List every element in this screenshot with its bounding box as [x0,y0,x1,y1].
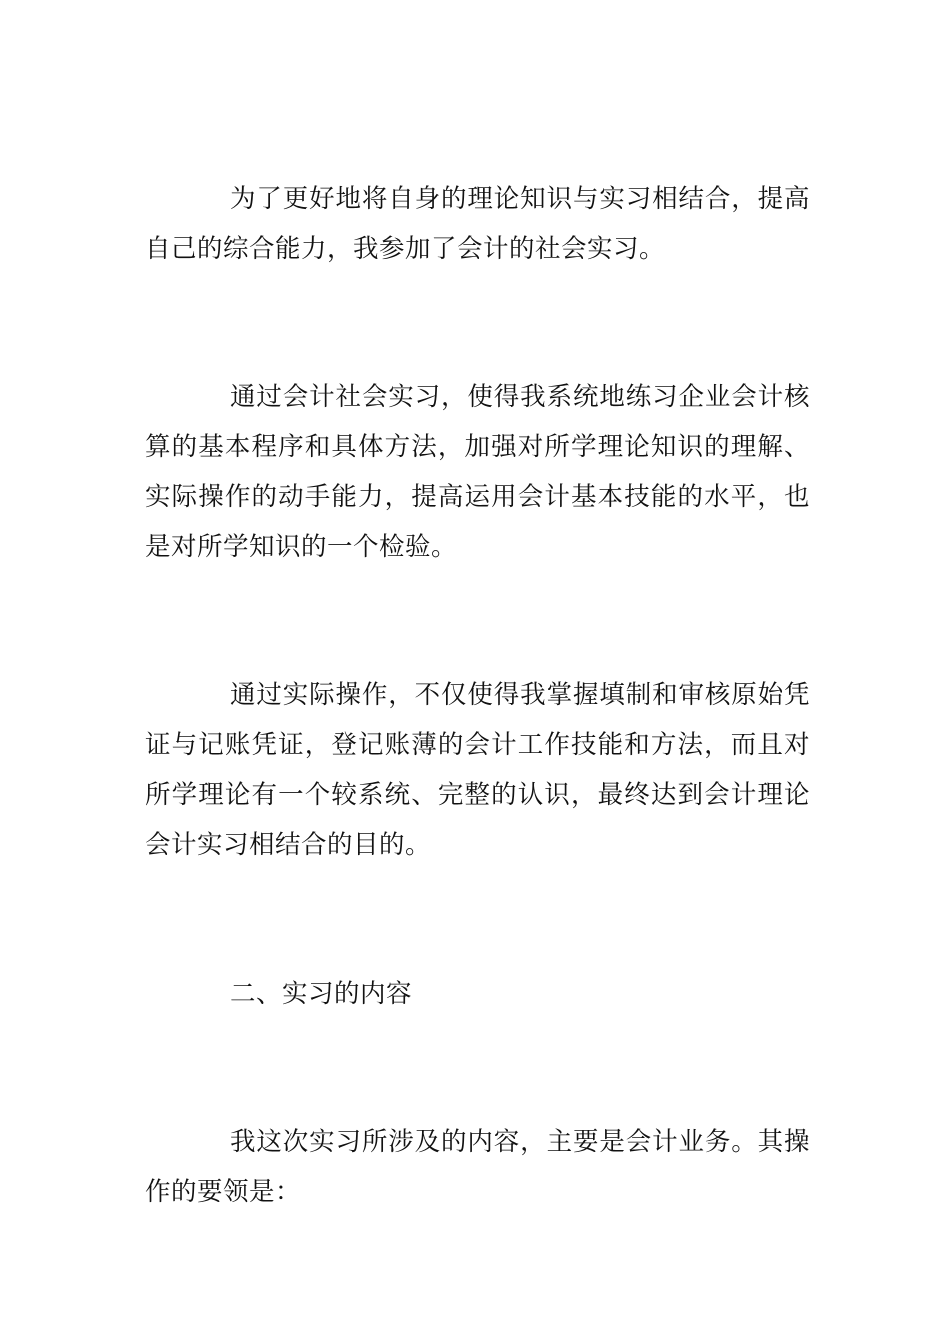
section-heading-content: 二、实习的内容 [230,979,413,1009]
paragraph-purpose: 通过会计社会实习，使得我系统地练习企业会计核算的基本程序和具体方法，加强对所学理论知识的理解、实际操作的动手能力，提高运用会计基本技能的水平，也是对所学知识的一个检验。 [145,382,810,562]
paragraph-content: 我这次实习所涉及的内容，主要是会计业务。其操作的要领是： [145,1127,810,1207]
paragraph-practice: 通过实际操作，不仅使得我掌握填制和审核原始凭证与记账凭证，登记账薄的会计工作技能和方法，而且对所学理论有一个较系统、完整的认识，最终达到会计理论会计实习相结合的目的。 [145,680,810,860]
paragraph-intro: 为了更好地将自身的理论知识与实习相结合，提高自己的综合能力，我参加了会计的社会实习。 [145,184,810,264]
